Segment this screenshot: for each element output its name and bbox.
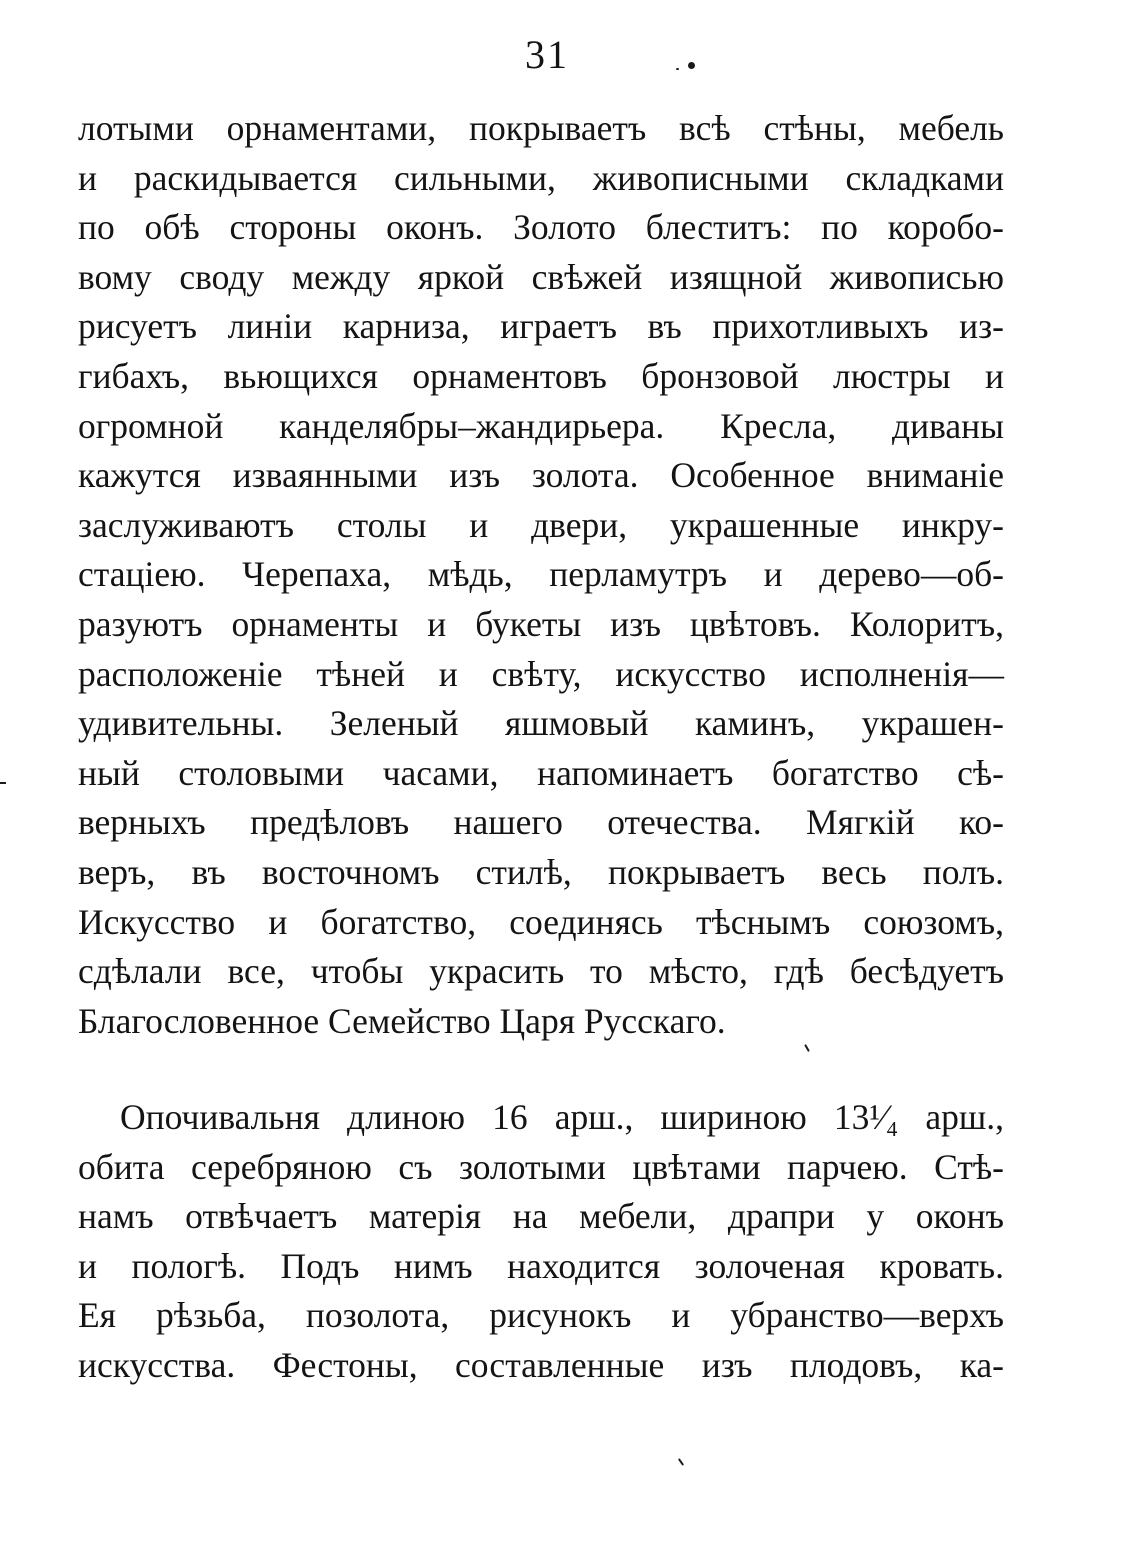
page-number: 31 — [525, 32, 569, 77]
text-line: разуютъ орнаменты и букеты изъ цвѣтовъ. Колоритъ, — [78, 603, 1004, 644]
text-line: сдѣлали все, чтобы украсить то мѣсто, гдѣ бесѣдуетъ — [78, 951, 1004, 992]
text-line: верныхъ предѣловъ нашего отечества. Мягкій ко- — [78, 802, 1004, 843]
paragraph-continued — [78, 104, 1004, 1046]
text-line: намъ отвѣчаетъ матерія на мебели, драпри у оконъ — [78, 1196, 1004, 1237]
text-line: ный столовыми часами, напоминаетъ богатство сѣ- — [78, 752, 1004, 793]
text-line: и раскидывается сильными, живописными складками — [78, 157, 1004, 198]
text-line: обита серебряною съ золотыми цвѣтами парчею. Стѣ- — [78, 1146, 1004, 1187]
ink-speck — [678, 1458, 684, 1466]
text-line: стаціею. Черепаха, мѣдь, перламутръ и дерево—об- — [78, 554, 1004, 595]
paragraph-bedroom — [78, 1093, 1004, 1391]
text-line: гибахъ, вьющихся орнаментовъ бронзовой люстры и — [78, 355, 1004, 396]
text-line: искусства. Фестоны, составленные изъ плодовъ, ка- — [78, 1344, 1004, 1385]
text-line: лотыми орнаментами, покрываетъ всѣ стѣны, мебель — [78, 108, 1004, 148]
text-line: кажутся изваянными изъ золота. Особенное вниманіе — [78, 455, 1004, 496]
text-line: заслуживаютъ столы и двери, украшенные инкру- — [78, 504, 1004, 545]
ink-speck — [676, 68, 679, 70]
text-line: по обѣ стороны оконъ. Золото блеститъ: по коробо- — [78, 207, 1004, 248]
ink-speck — [0, 782, 6, 784]
text-line: расположеніе тѣней и свѣту, искусство исполненія— — [78, 653, 1004, 694]
text-line: Благословенное Семейство Царя Русскаго. — [78, 1000, 726, 1041]
text-line: вому своду между яркой свѣжей изящной живописью — [78, 256, 1004, 297]
ink-speck — [688, 62, 695, 69]
text-line: рисуетъ линіи карниза, играетъ въ прихотливыхъ из- — [78, 306, 1004, 347]
text-line: Искусство и богатство, соединясь тѣснымъ союзомъ, — [78, 901, 1004, 942]
text-line: удивительны. Зеленый яшмовый каминъ, украшен- — [78, 703, 1004, 744]
text-line: веръ, въ восточномъ стилѣ, покрываетъ весь полъ. — [78, 851, 1004, 892]
text-line: Ея рѣзьба, позолота, рисунокъ и убранство—верхъ — [78, 1295, 1004, 1336]
text-line: Опочивальня длиною 16 арш., шириною 13¹⁄₄ арш., — [120, 1097, 1004, 1137]
text-line: и пологѣ. Подъ нимъ находится золоченая кровать. — [78, 1245, 1004, 1286]
text-line: огромной канделябры–жандирьера. Кресла, диваны — [78, 405, 1004, 446]
